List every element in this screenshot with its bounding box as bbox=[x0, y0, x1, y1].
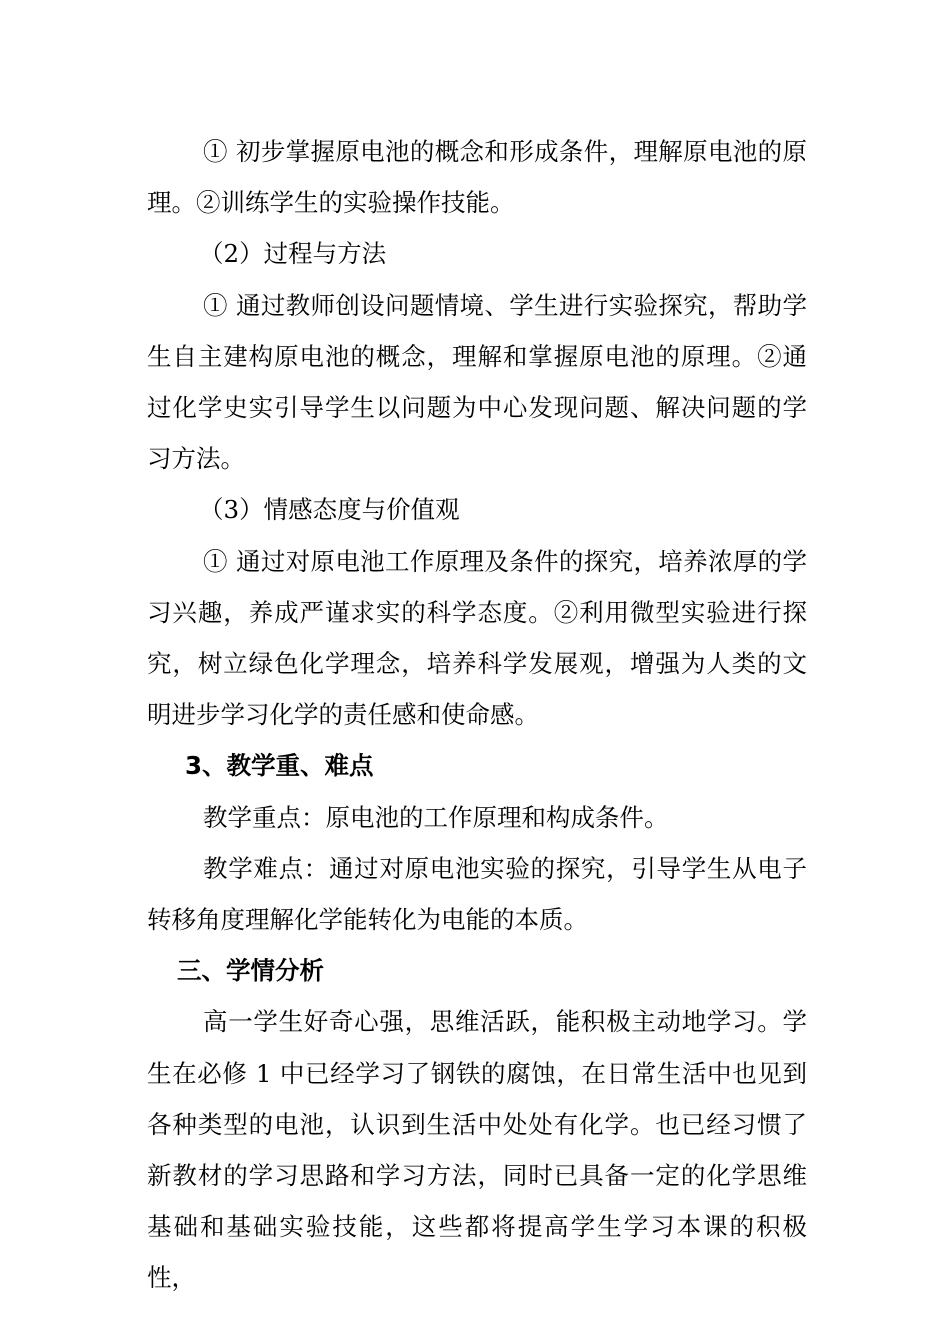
student-analysis-paragraph: 高一学生好奇心强，思维活跃，能积极主动地学习。学生在必修 1 中已经学习了钢铁的腐蚀，在日常生活中也见到各种类型的电池，认识到生活中处处有化学。也已经习惯了新教材的学习思路和学习方法，同时已具备一定的化学思维基础和基础实验技能，这些都将提高学生学习本课的积极性， bbox=[147, 1007, 807, 1293]
key-point-paragraph: 教学重点：原电池的工作原理和构成条件。 bbox=[203, 802, 669, 832]
emotion-values-subheading: （3）情感态度与价值观 bbox=[199, 495, 460, 525]
knowledge-objective-paragraph: ① 初步掌握原电池的概念和形成条件，理解原电池的原理。②训练学生的实验操作技能。 bbox=[147, 137, 807, 218]
process-method-subheading: （2）过程与方法 bbox=[199, 239, 387, 269]
document-body bbox=[147, 126, 807, 1304]
emotion-values-paragraph: ① 通过对原电池工作原理及条件的探究，培养浓厚的学习兴趣，养成严谨求实的科学态度。②利用微型实验进行探究，树立绿色化学理念，培养科学发展观，增强为人类的文明进步学习化学的责任感和使命感。 bbox=[147, 546, 807, 730]
difficult-point-paragraph: 教学难点：通过对原电池实验的探究，引导学生从电子转移角度理解化学能转化为电能的本质。 bbox=[147, 853, 807, 935]
student-analysis-heading: 三、学情分析 bbox=[177, 956, 324, 986]
key-difficult-points-heading: 3、教学重、难点 bbox=[185, 751, 374, 781]
process-method-paragraph: ① 通过教师创设问题情境、学生进行实验探究，帮助学生自主建构原电池的概念，理解和掌握原电池的原理。②通过化学史实引导学生以问题为中心发现问题、解决问题的学习方法。 bbox=[147, 290, 807, 474]
